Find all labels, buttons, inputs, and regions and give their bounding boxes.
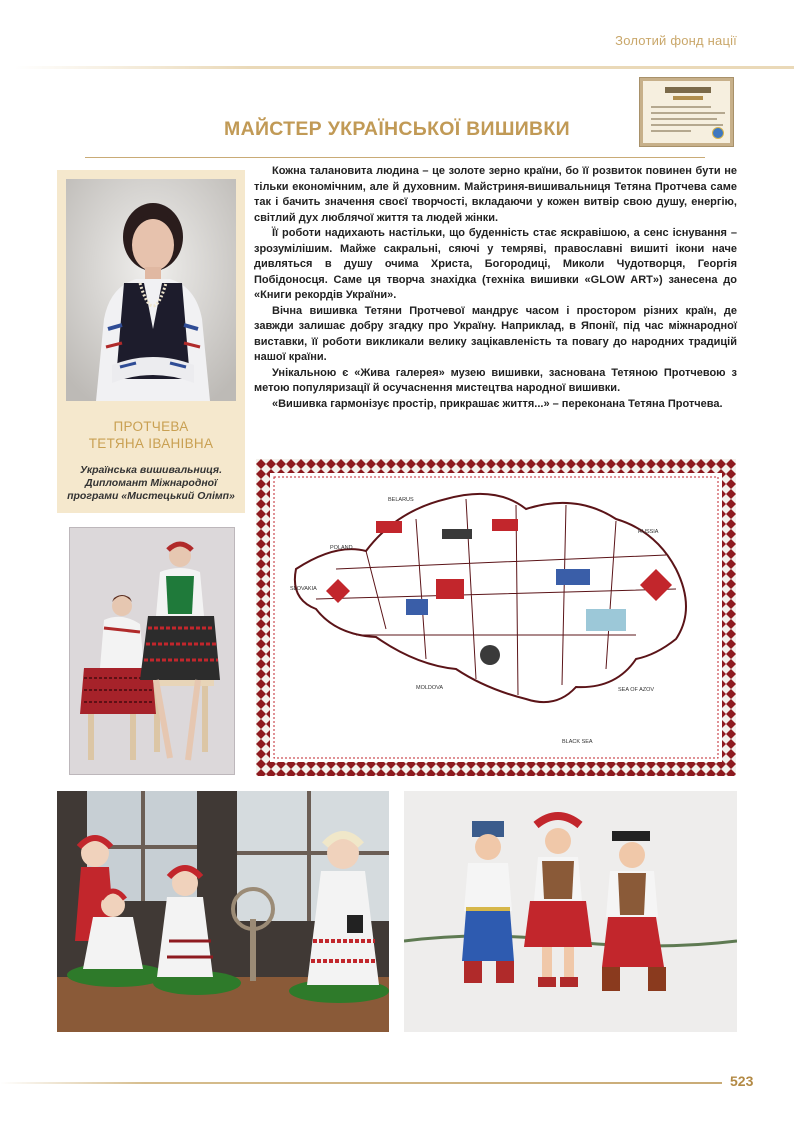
- profile-surname: ПРОТЧЕВА: [113, 419, 189, 434]
- profile-bio-line: Дипломант Міжнародної: [85, 477, 217, 489]
- profile-bio: [57, 464, 245, 503]
- article-body: [254, 164, 737, 412]
- embroidered-children-photo: [404, 791, 737, 1032]
- header-rule: [15, 66, 794, 69]
- map-label-poland: POLAND: [330, 545, 353, 551]
- portrait-photo: [66, 179, 236, 401]
- profile-card: [57, 170, 245, 513]
- body-paragraph: Вічна вишивка Тетяни Протчевої мандрує часом і простором різних країн, де завжди залишає добру згадку про Україну. Наприклад, в Японії, під час міжнародної виставки, її роботи викликали велику зацікавленість та повагу до народних традицій нашої країни.: [254, 304, 737, 363]
- map-label-slovakia: SLOVAKIA: [290, 586, 317, 592]
- embroidered-map-photo: [256, 459, 736, 776]
- body-paragraph: «Вишивка гармонізує простір, прикрашає життя...» – переконана Тетяна Протчева.: [272, 397, 723, 410]
- profile-name: [57, 418, 245, 452]
- article-title: МАЙСТЕР УКРАЇНСЬКОЇ ВИШИВКИ: [224, 118, 570, 140]
- map-label-belarus: BELARUS: [388, 497, 414, 503]
- title-rule: [85, 157, 705, 158]
- map-label-black-sea: BLACK SEA: [562, 739, 593, 745]
- body-paragraph: Її роботи надихають настільки, що буденність стає яскравішою, а сенс існування – зрозумілішим. Майже сакральні, сяючі у темряві, православні вишиті ікони наче дивляться в душу очима Христа, Богородиці, Миколи Чудотворця, Георгія Побідоносця. Саме ця творча знахідка (техніка вишивки «GLOW ART») занесена до «Книги рекордів України».: [254, 227, 737, 301]
- running-header: Золотий фонд нації: [615, 33, 737, 48]
- folk-dolls-photo: [57, 791, 389, 1032]
- map-label-moldova: MOLDOVA: [416, 685, 444, 691]
- map-label-russia: RUSSIA: [638, 529, 659, 535]
- body-paragraph: Унікальною є «Жива галерея» музею вишивки, заснована Тетяною Протчевою з метою популяризації й осучаснення мистецтва народної вишивки.: [254, 366, 737, 394]
- profile-bio-line: програми «Мистецький Олімп»: [67, 490, 235, 502]
- profile-bio-line: Українська вишивальниця.: [79, 464, 223, 476]
- body-paragraph: Кожна талановита людина – це золоте зерно країни, бо її розвиток повинен бути не тільки економічним, але й духовним. Майстриня-вишивальниця Тетяна Протчева саме так і бачить значення своєї творчості, вкладаючи у кожен витвір свою душу, енергію, світлий дух люблячої життя та людей жінки.: [254, 165, 737, 224]
- profile-given-name: ТЕТЯНА ІВАНІВНА: [88, 436, 214, 451]
- map-label-sea-of-azov: SEA OF AZOV: [618, 687, 655, 693]
- footer-rule: [0, 1082, 722, 1084]
- embroidery-women-photo: [69, 527, 235, 775]
- page-number: 523: [730, 1073, 754, 1089]
